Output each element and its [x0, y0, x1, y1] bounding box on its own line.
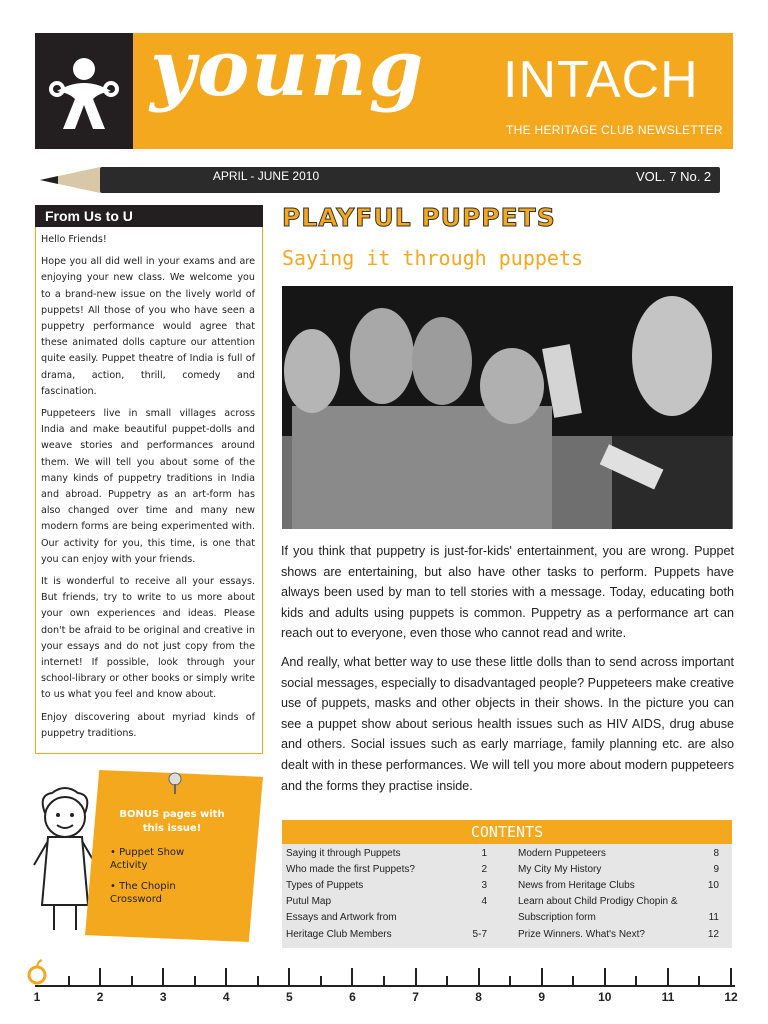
- issue-date: APRIL - JUNE 2010: [196, 168, 336, 184]
- editorial-paragraph: Enjoy discovering about myriad kinds of puppetry traditions.: [41, 711, 255, 739]
- toc-item: Who made the first Puppets?: [286, 864, 415, 875]
- ruler-tick-minor: [509, 976, 511, 986]
- toc-item: Putul Map: [286, 896, 332, 907]
- ruler-label: 1: [33, 990, 41, 1004]
- toc-item: Subscription form: [518, 912, 596, 923]
- ruler-label: 5: [286, 990, 293, 1004]
- editorial-paragraph: Puppeteers live in small villages across India and make beautiful puppet-dolls and weave stories and performances around them. We will tell you about some of the many kinds of puppetry traditions in India and abroad. Puppetry as an art-form has also changed over time and many new modern forms are being experimented with. Our activity for you, this time, is one that you can enjoy with your friends.: [41, 408, 255, 565]
- article-headline: PLAYFUL PUPPETS: [282, 203, 556, 232]
- toc-item: Saying it through Puppets: [286, 848, 401, 859]
- editorial-heading: From Us to U: [35, 205, 263, 227]
- ruler-tick-minor: [257, 976, 259, 986]
- masthead-brand: young: [150, 23, 426, 114]
- toc-page: 8: [713, 848, 719, 859]
- ruler-tick-minor: [194, 976, 196, 986]
- ruler-label: 3: [159, 990, 167, 1004]
- editorial-paragraph: Hello Friends!: [41, 234, 107, 245]
- toc-page: 9: [713, 864, 719, 875]
- toc-item: Types of Puppets: [286, 880, 364, 891]
- intach-logo: [35, 33, 133, 149]
- ruler-tick-major: [225, 968, 227, 986]
- bonus-item: • The Chopin Crossword: [110, 881, 176, 905]
- ruler-tick-minor: [446, 976, 448, 986]
- article-paragraph: If you think that puppetry is just-for-kids' entertainment, you are wrong. Puppet shows are entertaining, but also have other tasks to perform. Puppets have always been used by man to tell stories with a message. Today, educating both kids and adults using puppets is common. Puppetry as a performance art can reach out to everyone, even those who cannot read and write.: [281, 544, 734, 641]
- ruler-tick-minor: [635, 976, 637, 986]
- ruler-tick-major: [730, 968, 732, 986]
- ruler-tick-major: [541, 968, 543, 986]
- ruler-tick-major: [99, 968, 101, 986]
- ruler-tick-minor: [320, 976, 322, 986]
- editorial-paragraph: Hope you all did well in your exams and are enjoying your new class. We welcome you to a brand-new issue on the lively world of puppets! All those of you who have seen a puppetry performance would agree that these animated dolls capture our attention quite easily. Puppet theatre of India is full of drama, action, thrill, comedy and fascination.: [41, 256, 255, 397]
- ruler-label: 11: [661, 990, 675, 1004]
- ruler-tick-major: [604, 968, 606, 986]
- ruler-tick-minor: [68, 976, 70, 986]
- ruler-tick-major: [667, 968, 669, 986]
- toc-item: News from Heritage Clubs: [518, 880, 635, 891]
- toc-page: 1: [481, 848, 487, 859]
- article-paragraph: And really, what better way to use these little dolls than to send across important social messages, especially to disadvantaged people? Puppeteers make creative use of puppets, masks and other objects in their shows. In the picture you can see a puppet show about serious health issues such as HIV AIDS, drug abuse and others. Social issues such as early marriage, family planning etc. are also dealt with in these performances. We will tell you more about modern puppeteers and the forms they practise inside.: [281, 654, 734, 793]
- ruler-label: 7: [412, 990, 419, 1004]
- editorial-text: [41, 232, 255, 748]
- ruler-label: 9: [538, 990, 546, 1004]
- ruler-tick-major: [415, 968, 417, 986]
- toc-item: Prize Winners. What's Next?: [518, 929, 645, 940]
- ruler-tick-minor: [572, 976, 574, 986]
- ruler-label: 4: [222, 990, 230, 1004]
- toc-item: Learn about Child Prodigy Chopin &: [518, 896, 678, 907]
- ruler-label: 12: [724, 990, 738, 1004]
- contents-heading: CONTENTS: [282, 820, 732, 844]
- masthead-tagline: THE HERITAGE CLUB NEWSLETTER: [506, 123, 723, 137]
- toc-page: 12: [707, 929, 719, 940]
- ruler-label: 2: [96, 990, 104, 1004]
- toc-item: My City My History: [518, 864, 602, 875]
- toc-item: Heritage Club Members: [286, 929, 392, 940]
- issue-volume: VOL. 7 No. 2: [636, 169, 712, 184]
- ruler-label: 10: [598, 990, 612, 1004]
- ruler-tick-major: [288, 968, 290, 986]
- puppet-show-photo: [282, 286, 733, 529]
- toc-page: 2: [481, 864, 487, 875]
- article-subhead: Saying it through puppets: [282, 246, 584, 270]
- ruler-label: 8: [475, 990, 482, 1004]
- ruler-tick-minor: [698, 976, 700, 986]
- masthead-title: INTACH: [503, 51, 699, 109]
- pencil-lead: [40, 176, 58, 184]
- apple-icon: [26, 958, 48, 986]
- article-body: [281, 541, 734, 804]
- pushpin-icon: [166, 772, 184, 794]
- ruler-line: [35, 985, 735, 987]
- ruler-tick-major: [351, 968, 353, 986]
- toc-page: 10: [707, 880, 719, 891]
- ruler-tick-major: [478, 968, 480, 986]
- pencil-bar: [100, 167, 720, 193]
- logo-figure-icon: [35, 33, 133, 149]
- bonus-item: • Puppet Show Activity: [110, 847, 185, 871]
- toc-item: Essays and Artwork from: [286, 912, 397, 923]
- ruler-tick-minor: [383, 976, 385, 986]
- ruler-tick-minor: [131, 976, 133, 986]
- toc-page: 11: [708, 912, 719, 923]
- toc-page: 5-7: [472, 929, 487, 940]
- ruler-label: 6: [349, 990, 356, 1004]
- editorial-paragraph: It is wonderful to receive all your essays. But friends, try to write to us more about your own experiences and ideas. Please don't be afraid to be original and creative in your essays and do not just copy from the internet! If possible, look through your school-library or other books or simply write to us what you feel and know about.: [41, 576, 255, 701]
- toc-item: Modern Puppeteers: [518, 848, 606, 859]
- toc-page: 3: [481, 880, 487, 891]
- toc-page: 4: [481, 896, 487, 907]
- ruler-tick-major: [162, 968, 164, 986]
- bonus-title: BONUS pages with this issue!: [119, 809, 225, 834]
